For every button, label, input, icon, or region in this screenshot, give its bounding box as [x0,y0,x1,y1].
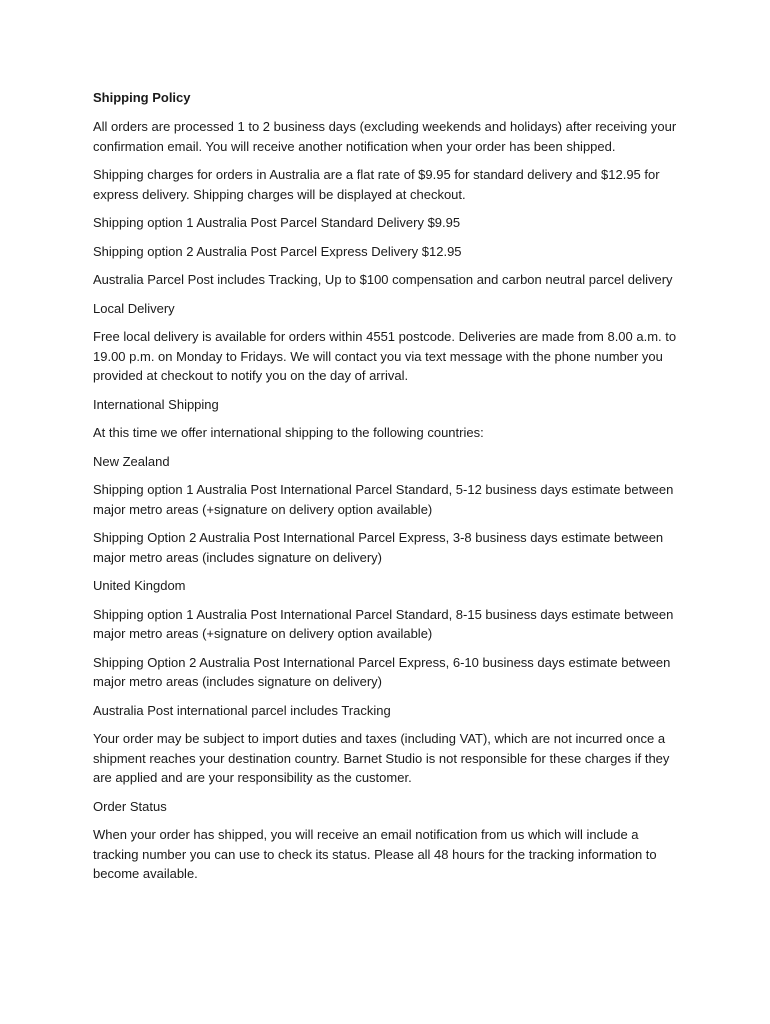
paragraph-nz-option-1: Shipping option 1 Australia Post International Parcel Standard, 5-12 business days estimate between major metro areas (+signature on delivery option available) [93,482,674,517]
heading-local-delivery: Local Delivery [93,300,175,316]
heading-new-zealand: New Zealand [93,453,170,469]
paragraph-duties-taxes: Your order may be subject to import duties and taxes (including VAT), which are not incurred once a shipment reaches your destination country. Barnet Studio is not responsible for these charges if they are applied and are your responsibility as the customer. [93,731,670,785]
paragraph-standard-option: Shipping option 1 Australia Post Parcel Standard Delivery $9.95 [93,215,461,230]
paragraph-parcel-post-includes: Australia Parcel Post includes Tracking, Up to $100 compensation and carbon neutral parcel delivery [93,272,673,287]
heading-international-shipping: International Shipping [93,396,219,412]
paragraph-express-option: Shipping option 2 Australia Post Parcel Express Delivery $12.95 [93,243,462,259]
paragraph-order-status: When your order has shipped, you will receive an email notification from us which will include a tracking number you can use to check its status. Please all 48 hours for the tracking information to become available. [93,827,657,881]
paragraph-processing-time: All orders are processed 1 to 2 business days (excluding weekends and holidays) after receiving your confirmation email. You will receive another notification when your order has been shipped. [93,119,677,154]
paragraph-international-intro: At this time we offer international shipping to the following countries: [93,425,484,440]
paragraph-nz-option-2: Shipping Option 2 Australia Post International Parcel Express, 3-8 business days estimate between major metro areas (includes signature on delivery) [93,530,664,565]
heading-united-kingdom: United Kingdom [93,578,186,593]
paragraph-uk-option-2: Shipping Option 2 Australia Post International Parcel Express, 6-10 business days estimate between major metro areas (includes signature on delivery) [93,654,671,689]
paragraph-uk-option-1: Shipping option 1 Australia Post International Parcel Standard, 8-15 business days estimate between major metro areas (+signature on delivery option available) [93,606,674,641]
paragraph-international-tracking: Australia Post international parcel includes Tracking [93,702,391,718]
paragraph-shipping-charges: Shipping charges for orders in Australia are a flat rate of $9.95 for standard delivery and $12.95 for express delivery. Shipping charges will be displayed at checkout. [93,167,660,202]
document-title: Shipping Policy [93,90,191,105]
paragraph-local-delivery: Free local delivery is available for orders within 4551 postcode. Deliveries are made from 8.00 a.m. to 19.00 p.m. on Monday to Fridays. We will contact you via text message with the phone number you provided at checkout to notify you on the day of arrival. [93,329,677,383]
heading-order-status: Order Status [93,798,167,814]
